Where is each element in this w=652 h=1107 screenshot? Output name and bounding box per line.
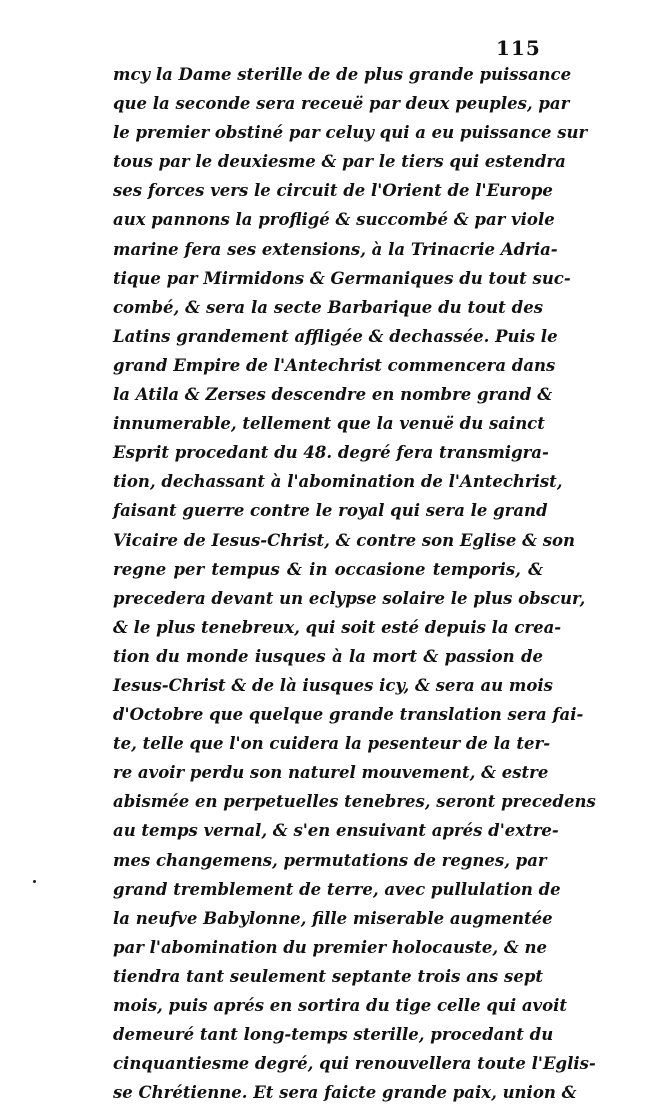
margin-speck [33,880,36,883]
page-number: 115 [496,36,541,60]
text-line: regne per tempus & in occasione temporis, & [113,559,543,579]
text-line: & le plus tenebreux, qui soit esté depuis la crea- [113,617,562,637]
text-line: abismée en perpetuelles tenebres, seront precedens [113,792,596,812]
text-line: Vicaire de Iesus-Christ, & contre son Eglise & son [113,530,576,550]
text-line: te, telle que l'on cuidera la pesenteur de la ter- [113,734,551,754]
text-line: tous par le deuxiesme & par le tiers qui estendra [113,152,566,172]
text-line: grand Empire de l'Antechrist commencera dans [113,355,556,375]
text-line: re avoir perdu son naturel mouvement, & estre [113,763,549,783]
text-line: demeuré tant long-temps sterille, procedant du [113,1025,554,1045]
text-line: mois, puis aprés en sortira du tige celle qui avoit [113,996,568,1015]
text-line: innumerable, tellement que la venuë du sainct [113,414,545,434]
text-line: par l'abomination du premier holocauste, & ne [113,937,547,957]
text-line: tion, dechassant à l'abomination de l'Antechrist, [113,472,563,492]
text-line: mes changemens, permutations de regnes, par [113,850,547,870]
text-line: marine fera ses extensions, à la Trinacrie Adria- [113,239,558,259]
text-line: grand tremblement de terre, avec pullulation de [113,879,561,899]
text-line: tique par Mirmidons & Germaniques du tout suc- [113,268,571,288]
text-line: Iesus-Christ & de là iusques icy, & sera au mois [113,675,553,695]
text-line: Esprit procedant du 48. degré fera transmigra- [113,443,549,463]
text-line: mcy la Dame sterille de de plus grande puissance [113,65,572,84]
text-line: le premier obstiné par celuy qui a eu puissance sur [113,123,588,143]
text-line: precedera devant un eclypse solaire le plus obscur, [113,588,586,608]
text-line: tion du monde iusques à la mort & passion de [113,646,543,666]
text-line: la Atila & Zerses descendre en nombre grand & [113,385,553,405]
text-line: ses forces vers le circuit de l'Orient de l'Europe [113,181,553,201]
text-line: au temps vernal, & s'en ensuivant aprés d'extre- [113,821,559,841]
text-line: tiendra tant seulement septante trois ans sept [113,966,543,986]
text-line: faisant guerre contre le royal qui sera le grand [113,501,548,521]
text-line: se Chrétienne. Et sera faicte grande paix, union & [113,1083,577,1103]
text-line: d'Octobre que quelque grande translation sera fai- [113,705,584,725]
body-text [113,60,596,1107]
text-line: que la seconde sera receuë par deux peuples, par [113,94,570,114]
text-line: la neufve Babylonne, fille miserable augmentée [113,908,553,928]
text-line: aux pannons la profligé & succombé & par viole [113,210,555,230]
text-line: cinquantiesme degré, qui renouvellera toute l'Eglis- [113,1054,596,1074]
text-line: Latins grandement affligée & dechassée. Puis le [113,326,558,346]
text-line: combé, & sera la secte Barbarique du tout des [113,297,543,317]
